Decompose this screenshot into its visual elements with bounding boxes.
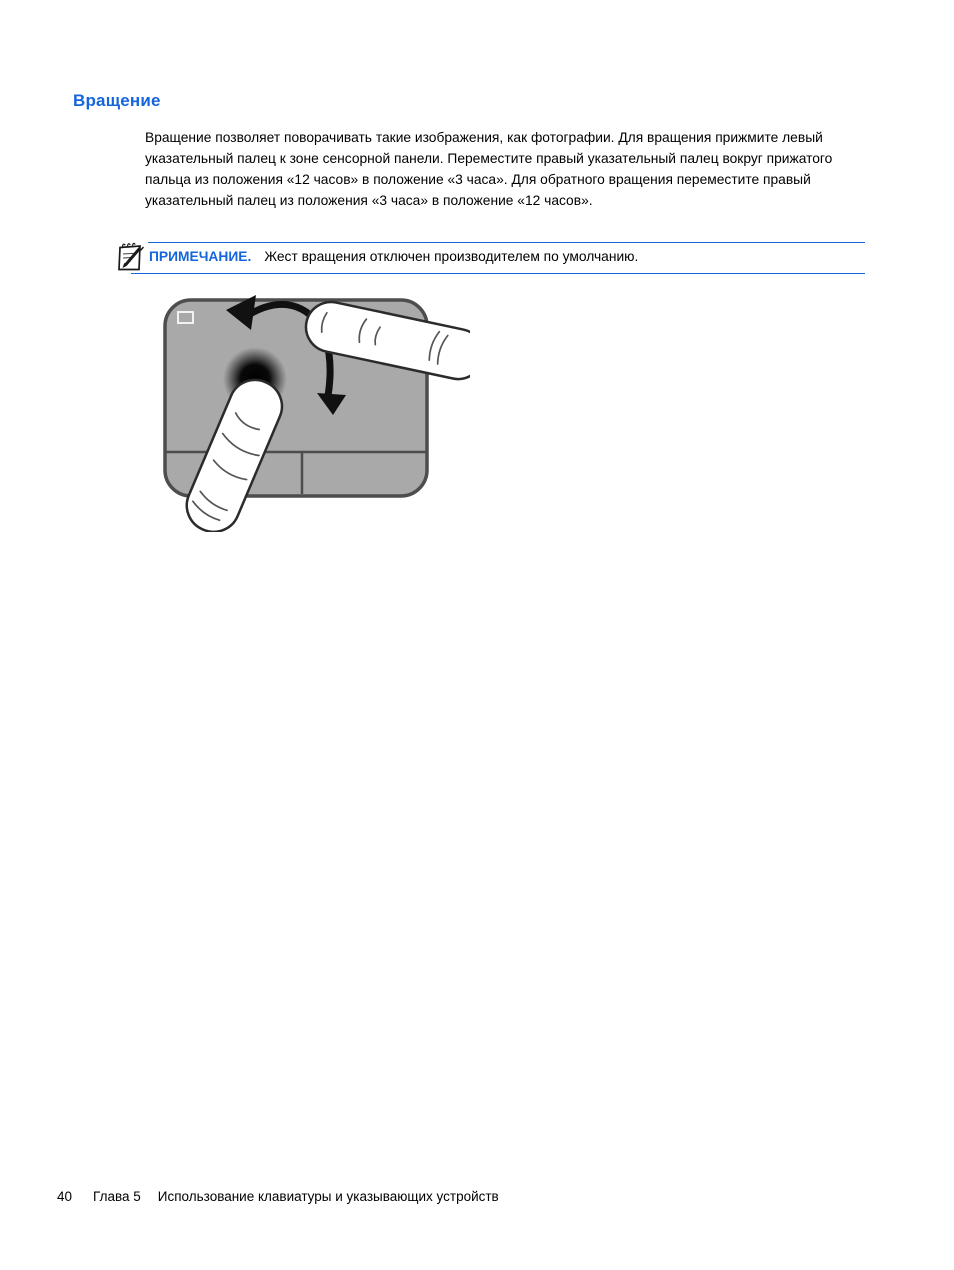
note-rule-bottom [131,273,865,274]
section-heading: Вращение [73,91,161,110]
notepad-pencil-icon [115,240,146,272]
note-rule-top [148,242,865,243]
touchpad-rotate-gesture-illustration [150,292,470,532]
footer-chapter: Глава 5 [93,1189,141,1204]
footer-page-number: 40 [57,1189,73,1204]
note-box [115,239,865,274]
note-content [149,247,638,266]
note-label: ПРИМЕЧАНИЕ. [149,249,252,264]
body-paragraph: Вращение позволяет поворачивать такие изображения, как фотографии. Для вращения прижмите левый указательный палец к зоне сенсорной панели. Переместите правый указательный палец вокруг прижатого пальца из положения «12 часов» в положение «3 часа». Для обратного вращения переместите правый указательный палец из положения «3 часа» в положение «12 часов». [145,130,833,208]
page-footer [57,1188,499,1205]
note-text: Жест вращения отключен производителем по умолчанию. [264,249,639,264]
footer-chapter-title: Использование клавиатуры и указывающих устройств [157,1189,499,1204]
